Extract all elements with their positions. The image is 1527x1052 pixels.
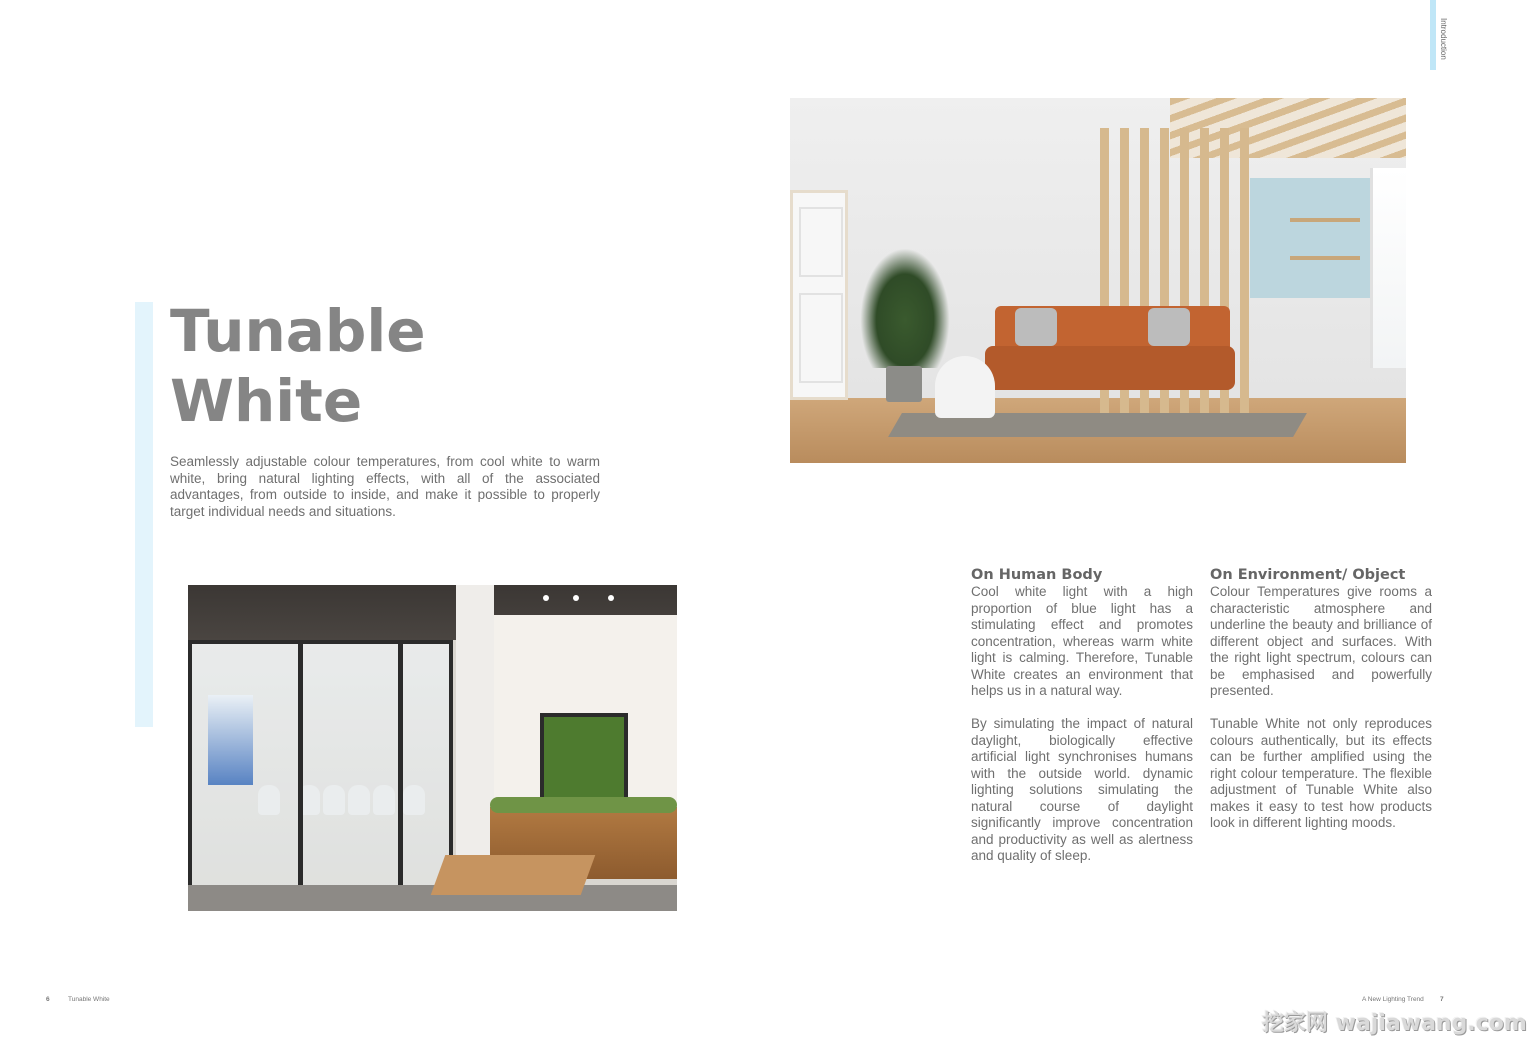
watermark: 挖家网 wajiawang.com (1262, 1011, 1527, 1036)
right-footer-label: A New Lighting Trend (1362, 996, 1424, 1003)
environment-paragraph-2: Tunable White not only reproduces colours authentically, but its effects can be further amplified using the right colour temperature. The flexible adjustment of Tunable White also makes it easy to test how products look in different lighting moods. (1210, 716, 1432, 830)
human-body-column (971, 566, 1193, 865)
title-line-1: Tunable (170, 297, 426, 365)
human-body-paragraph-2: By simulating the impact of natural daylight, biologically effective artificial light synchronises humans with the outside world. dynamic lighting solutions simulating the natural course of daylight significantly improve concentration and productivity as well as alertness and quality of sleep. (971, 716, 1193, 863)
title-line-2: White (170, 367, 363, 435)
living-room-photo (790, 98, 1406, 463)
right-page-number: 7 (1440, 996, 1444, 1003)
environment-column (1210, 566, 1432, 832)
left-page-number: 6 (46, 996, 50, 1003)
environment-paragraph-1: Colour Temperatures give rooms a characteristic atmosphere and underline the beauty and brilliance of different object and surfaces. With the right light spectrum, colours can be emphasised and powerfully presented. (1210, 584, 1432, 698)
left-footer-label: Tunable White (68, 996, 110, 1003)
page-title (170, 296, 426, 436)
human-body-paragraph-1: Cool white light with a high proportion of blue light has a stimulating effect and promotes concentration, whereas warm white light is calming. Therefore, Tunable White creates an environment that helps us in a natural way. (971, 584, 1193, 698)
office-photo (188, 585, 677, 911)
section-tab-label: Introduction (1439, 18, 1448, 60)
environment-heading: On Environment/ Object (1210, 567, 1406, 583)
intro-paragraph: Seamlessly adjustable colour temperatures, from cool white to warm white, bring natural lighting effects, with all of the associated advantages, from outside to inside, and make it possible to properly target individual needs and situations. (170, 454, 600, 519)
accent-bar (135, 302, 153, 727)
human-body-heading: On Human Body (971, 567, 1103, 583)
